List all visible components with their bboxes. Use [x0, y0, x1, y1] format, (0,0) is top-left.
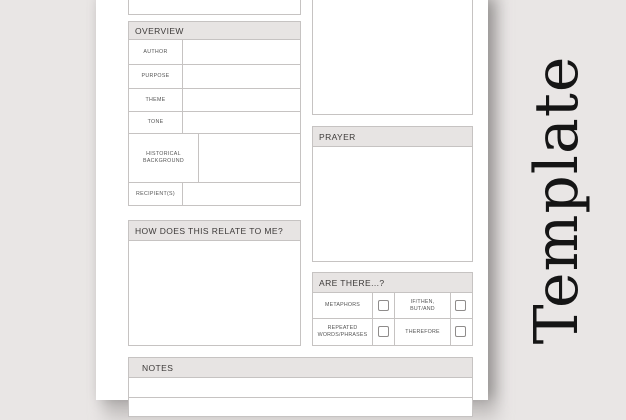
relate-section	[128, 220, 301, 346]
overview-row-tone	[129, 112, 300, 134]
are-there-check-cell	[373, 319, 395, 345]
overview-label: HISTORICAL BACKGROUND	[129, 134, 199, 182]
checkbox-therefore[interactable]	[455, 326, 466, 337]
are-there-header: ARE THERE...?	[313, 273, 472, 293]
side-title: Template	[522, 55, 592, 345]
are-there-label: METAPHORS	[313, 293, 373, 318]
are-there-row	[313, 319, 472, 345]
overview-row-author	[129, 40, 300, 65]
prayer-section	[312, 126, 473, 262]
overview-row-purpose	[129, 65, 300, 89]
are-there-check-cell	[373, 293, 395, 318]
checkbox-metaphors[interactable]	[378, 300, 389, 311]
checkbox-if-then-but-and[interactable]	[455, 300, 466, 311]
overview-label: THEME	[129, 89, 183, 111]
overview-row-historical-background	[129, 134, 300, 183]
relate-header: HOW DOES THIS RELATE TO ME?	[129, 221, 300, 241]
overview-label: PURPOSE	[129, 65, 183, 88]
top-right-field	[312, 0, 473, 115]
template-page	[96, 0, 488, 400]
are-there-label: THEREFORE	[395, 319, 451, 345]
notes-line	[129, 397, 472, 398]
overview-row-recipients	[129, 183, 300, 205]
overview-label: TONE	[129, 112, 183, 133]
are-there-label: REPEATED WORDS/PHRASES	[313, 319, 373, 345]
are-there-label: IF/THEN, BUT/AND	[395, 293, 451, 318]
top-left-field	[128, 0, 301, 15]
overview-section	[128, 21, 301, 206]
overview-row-theme	[129, 89, 300, 112]
checkbox-repeated-words[interactable]	[378, 326, 389, 337]
are-there-row	[313, 293, 472, 319]
prayer-header: PRAYER	[313, 127, 472, 147]
overview-label: RECIPIENT(S)	[129, 183, 183, 205]
overview-header: OVERVIEW	[129, 22, 300, 40]
notes-header: NOTES	[129, 358, 472, 378]
are-there-section	[312, 272, 473, 346]
notes-section	[128, 357, 473, 417]
overview-label: AUTHOR	[129, 40, 183, 64]
